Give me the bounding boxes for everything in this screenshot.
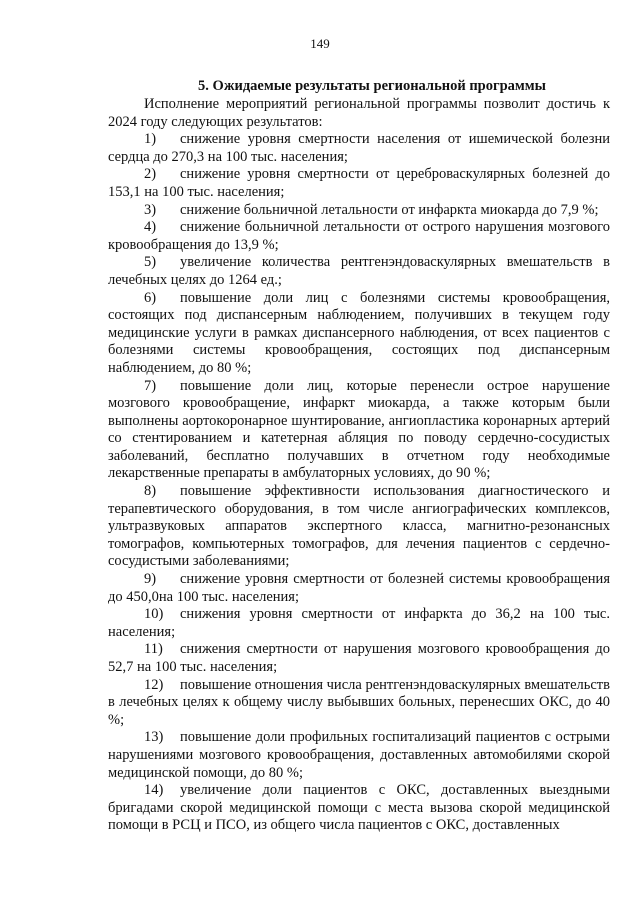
list-item	[108, 202, 610, 220]
list-item-number: 2)	[144, 166, 157, 183]
list-item-text: снижение больничной летальности от острого нарушения мозгового кровообращения до 13,9 %;	[108, 219, 610, 253]
list-item	[108, 571, 610, 606]
list-item-number: 8)	[144, 483, 157, 500]
list-item-text: увеличение доли пациентов с ОКС, доставленных выездными бригадами скорой медицинской помощи с места вызова скорой медицинской помощи в РСЦ и ПСО, из общего числа пациентов с ОКС, доставленных	[108, 782, 610, 834]
list-item-text: повышение отношения числа рентгенэндоваскулярных вмешательств в лечебных целях к общему числу выбывших больных, перенесших ОКС, до 40 %;	[108, 676, 610, 728]
list-item-text: увеличение количества рентгенэндоваскулярных вмешательств в лечебных целях до 1264 ед.;	[108, 254, 610, 288]
list-item	[108, 290, 610, 378]
list-item-number: 11)	[144, 641, 163, 658]
list-item-number: 6)	[144, 289, 157, 306]
list-item-number: 9)	[144, 571, 157, 588]
list-item-text: снижение уровня смертности населения от ишемической болезни сердца до 270,3 на 100 тыс. населения;	[108, 131, 610, 165]
list-item	[108, 729, 610, 782]
list-item-number: 7)	[144, 377, 157, 394]
list-item	[108, 483, 610, 571]
results-list	[108, 131, 610, 835]
list-item-text: повышение эффективности использования диагностического и терапевтического оборудования, в том числе ангиографических комплексов, ультразвуковых аппаратов экспертного класса, магнитно-резонансных томографов, компьютерных томографов, для лечения пациентов с сердечно-сосудистыми заболеваниями;	[108, 483, 610, 570]
list-item	[108, 378, 610, 484]
list-item	[108, 254, 610, 289]
list-item-number: 13)	[144, 729, 164, 746]
list-item-number: 12)	[144, 676, 164, 693]
list-item	[108, 782, 610, 835]
list-item	[108, 219, 610, 254]
page-number: 149	[310, 36, 330, 51]
list-item	[108, 606, 610, 641]
list-item-text: повышение доли лиц с болезнями системы кровообращения, состоящих под диспансерным наблюдением, получивших в текущем году медицинские услуги в рамках диспансерного наблюдения, от всех пациентов с болезнями системы кровообращения, состоящих под диспансерным наблюдением, до 80 %;	[108, 289, 610, 376]
list-item-number: 14)	[144, 782, 164, 799]
list-item	[108, 641, 610, 676]
list-item	[108, 166, 610, 201]
list-item-number: 4)	[144, 219, 157, 236]
list-item	[108, 677, 610, 730]
list-item-number: 5)	[144, 254, 157, 271]
list-item-text: снижение уровня смертности от болезней системы кровообращения до 450,0на 100 тыс. населения;	[108, 571, 610, 605]
list-item-text: снижение больничной летальности от инфаркта миокарда до 7,9 %;	[180, 201, 599, 218]
section-heading: 5. Ожидаемые результаты региональной программы	[198, 78, 546, 94]
list-item-number: 1)	[144, 131, 157, 148]
list-item-number: 3)	[144, 201, 157, 218]
document-body	[108, 96, 610, 835]
list-item-text: повышение доли лиц, которые перенесли острое нарушение мозгового кровообращение, инфаркт миокарда, а также которым были выполнены аортокоронарное шунтирование, ангиопластика коронарных артерий со стентированием и катетерная абляция по поводу сердечно-сосудистых заболеваний, бесплатно получавших в отчетном году необходимые лекарственные препараты в амбулаторных условиях, до 90 %;	[108, 377, 610, 482]
intro-paragraph: Исполнение мероприятий региональной программы позволит достичь к 2024 году следующих результатов:	[108, 96, 610, 130]
list-item-text: снижения смертности от нарушения мозгового кровообращения до 52,7 на 100 тыс. населения;	[108, 641, 610, 675]
list-item-text: снижения уровня смертности от инфаркта до 36,2 на 100 тыс. населения;	[108, 606, 610, 640]
list-item-number: 10)	[144, 606, 164, 623]
list-item-text: повышение доли профильных госпитализаций пациентов с острыми нарушениями мозгового кровообращения, доставленных автомобилями скорой медицинской помощи, до 80 %;	[108, 729, 610, 781]
list-item	[108, 131, 610, 166]
list-item-text: снижение уровня смертности от цереброваскулярных болезней до 153,1 на 100 тыс. населения;	[108, 166, 610, 200]
